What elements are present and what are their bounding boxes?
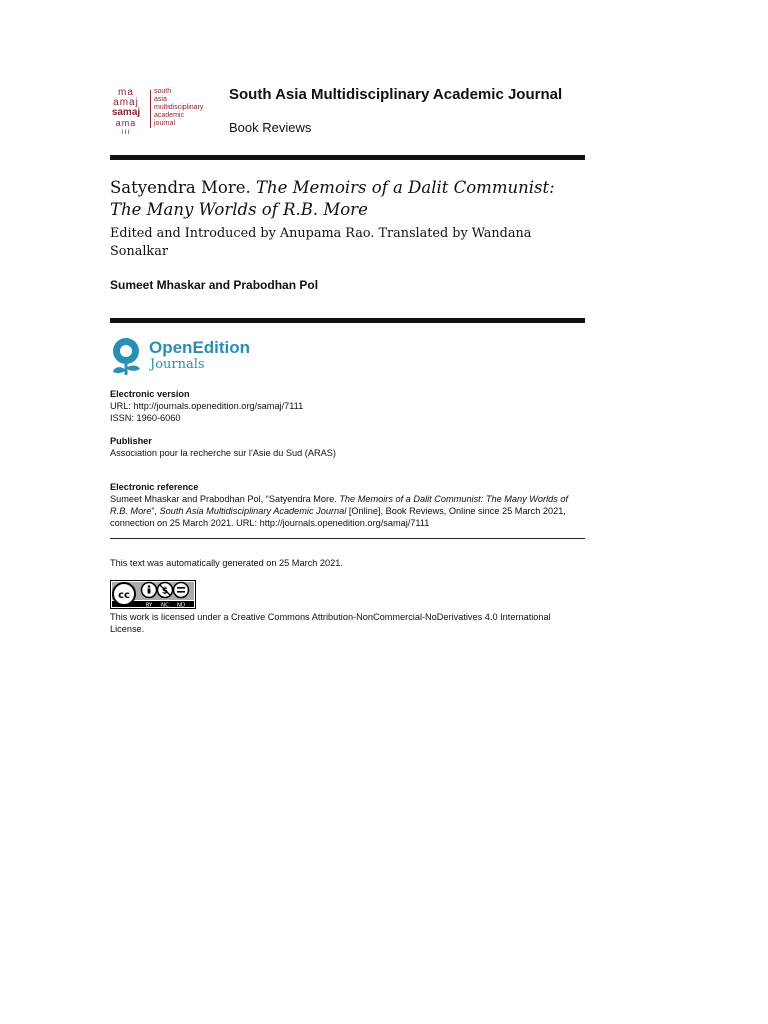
- logo-word: south: [154, 88, 172, 95]
- electronic-reference-text: [110, 493, 585, 529]
- logo-word: academic: [154, 112, 184, 119]
- logo-mark-bars: ııı: [121, 127, 131, 136]
- logo-word: asia: [154, 96, 167, 103]
- generated-note: This text was automatically generated on 25 March 2021.: [110, 558, 343, 568]
- reference-work-title: The Memoirs of a Dalit Communist: The Many Worlds of R.B. More: [110, 494, 569, 516]
- openedition-journals: Journals: [150, 357, 205, 372]
- publisher-name: Association pour la recherche sur l'Asie du Sud (ARAS): [110, 448, 336, 458]
- divider-top: [110, 155, 585, 160]
- article-title-work: The Memoirs of a Dalit Communist: The Many Worlds of R.B. More: [110, 178, 555, 219]
- article-subtitle: Edited and Introduced by Anupama Rao. Translated by Wandana Sonalkar: [110, 226, 532, 259]
- cc-nd-label: ND: [176, 602, 186, 609]
- article-title: [110, 177, 580, 221]
- electronic-version-issn: ISSN: 1960-6060: [110, 413, 181, 423]
- cc-by-label: BY: [145, 602, 153, 609]
- license-text: This work is licensed under a Creative Commons Attribution-NonCommercial-NoDerivatives 4.0 International License.: [110, 612, 551, 634]
- journal-title: South Asia Multidisciplinary Academic Journal: [229, 86, 563, 103]
- article-authors: Sumeet Mhaskar and Prabodhan Pol: [110, 278, 319, 292]
- reference-part: ”,: [151, 506, 160, 516]
- electronic-reference-heading: Electronic reference: [110, 482, 199, 492]
- article-title-author: Satyendra More.: [110, 178, 251, 197]
- divider-middle: [110, 318, 585, 323]
- logo-words: [154, 88, 203, 128]
- reference-journal-title: South Asia Multidisciplinary Academic Journal: [159, 506, 347, 516]
- publisher-heading: Publisher: [110, 436, 152, 446]
- divider-thin: [110, 538, 585, 539]
- svg-text:$: $: [161, 586, 169, 597]
- electronic-reference-block: [110, 481, 585, 529]
- logo-mark-line: ama: [115, 118, 137, 128]
- reference-part[interactable]: [Online], Book Reviews, Online since 25 March 2021, connection on 25 March 2021. URL: http://journals.openedition.org/samaj/7111: [110, 506, 566, 528]
- logo-mark-line: ma: [118, 87, 134, 98]
- logo-mark-line: amaj: [113, 97, 139, 108]
- logo-divider: [150, 90, 151, 128]
- openedition-flower-icon: [110, 337, 144, 377]
- section-name: Book Reviews: [229, 120, 312, 135]
- electronic-version-url[interactable]: URL: http://journals.openedition.org/samaj/7111: [110, 401, 304, 411]
- logo-word: multidisciplinary: [154, 104, 204, 111]
- electronic-version-block: [110, 388, 585, 424]
- publisher-block: [110, 435, 585, 459]
- logo-mark-line: samaj: [111, 107, 141, 118]
- electronic-version-heading: Electronic version: [110, 389, 190, 399]
- cc-nc-label: NC: [161, 602, 169, 609]
- logo-word: journal: [154, 120, 176, 127]
- reference-part: Sumeet Mhaskar and Prabodhan Pol, “Satyendra More.: [110, 494, 340, 504]
- logo-mark: [108, 87, 144, 136]
- creative-commons-badge[interactable]: [110, 580, 196, 609]
- journal-logo: [108, 87, 218, 136]
- openedition-name: OpenEdition: [149, 338, 251, 357]
- cc-label: cc: [118, 590, 130, 601]
